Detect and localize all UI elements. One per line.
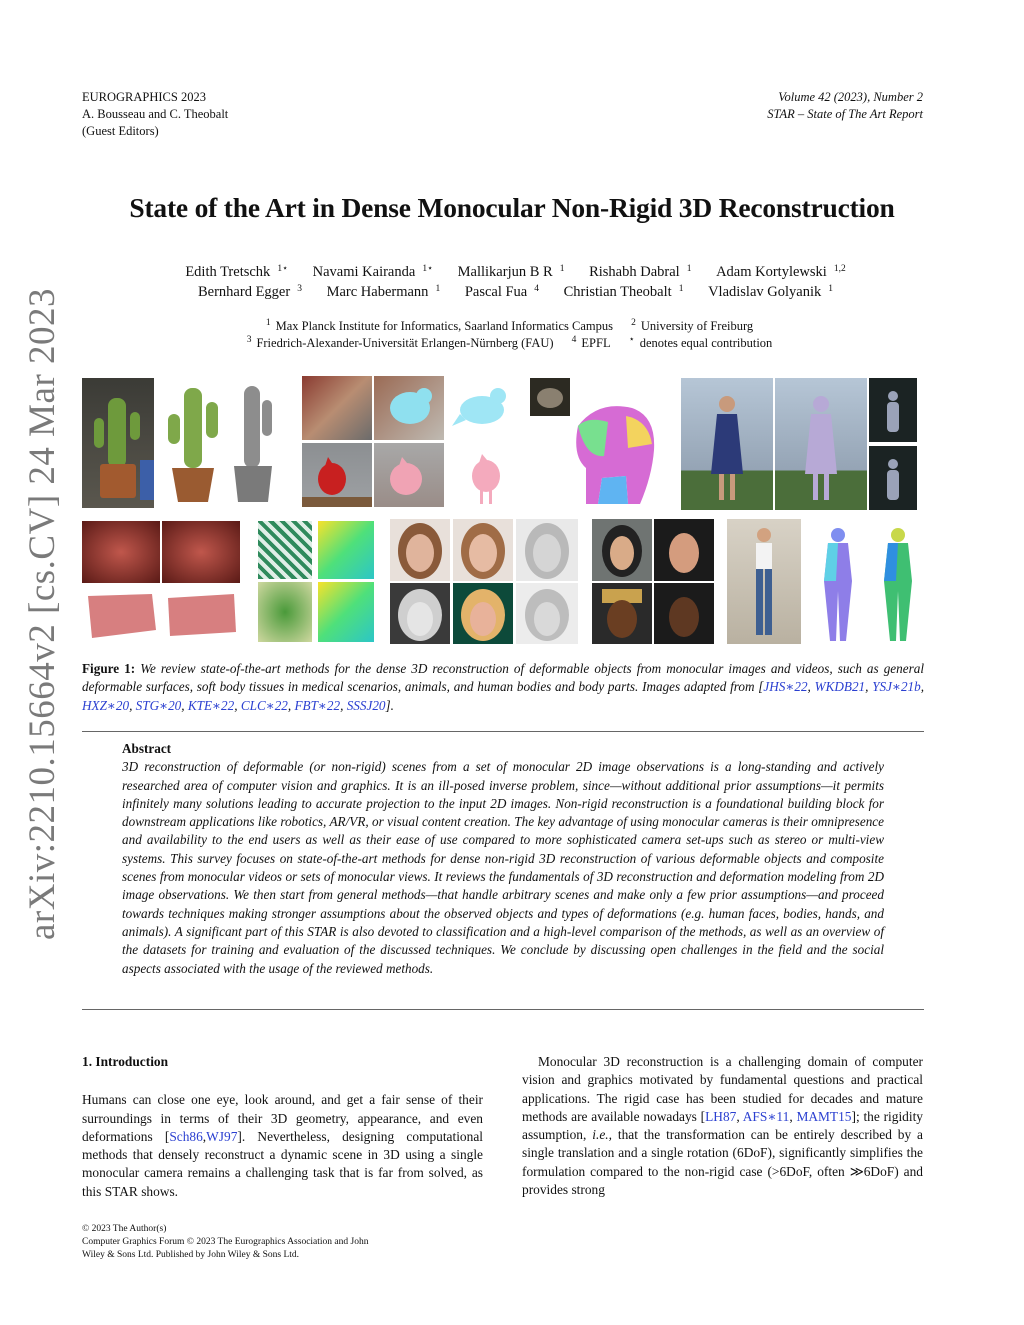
caption-text: We review state-of-the-art methods for the dense 3D reconstruction of deformable objects from monocular images and videos, such as general deformable surfaces, soft body tissues in medical scenarios, animals, and human bodies and body parts. Images adapted from [ bbox=[82, 661, 924, 695]
surgery-frame-2 bbox=[162, 521, 240, 583]
cloth-depth-1 bbox=[318, 521, 374, 579]
puffin-photo bbox=[302, 376, 372, 440]
citation-link[interactable]: CLC∗22 bbox=[240, 697, 288, 713]
cloth-depth-2 bbox=[318, 582, 374, 642]
citation-link[interactable]: SSSJ20 bbox=[346, 697, 386, 713]
author: Christian Theobalt $^1$ bbox=[563, 284, 684, 300]
report-type: STAR – State of The Art Report bbox=[767, 107, 923, 121]
affiliations bbox=[0, 318, 1024, 352]
paper-title: State of the Art in Dense Monocular Non-Rigid 3D Reconstruction bbox=[129, 192, 895, 223]
figure-caption: Figure 1: We review state-of-the-art methods for the dense 3D reconstruction of deformable objects from monocular images and videos, such as general deformable surfaces, soft body tissues in medical scenarios, animals, and human bodies and body parts. Images adapted from [JHS∗22, WKDB21, YSJ∗21b, HXZ∗20, STG∗20, KTE∗22, CLC∗22, FBT∗22, SSSJ20]. bbox=[82, 661, 925, 713]
elephant-mesh bbox=[568, 396, 662, 508]
abstract bbox=[122, 740, 884, 978]
elephant-photo bbox=[530, 378, 570, 416]
bird-mesh-cyan bbox=[452, 380, 516, 440]
copyright-line: Wiley & Sons Ltd. Published by John Wiley & Sons Ltd. bbox=[82, 1250, 300, 1260]
citation-link[interactable]: STG∗20 bbox=[135, 697, 182, 713]
copyright-line: © 2023 The Author(s) bbox=[82, 1224, 167, 1234]
bw-face-photo bbox=[390, 583, 450, 644]
affiliation: $^2$ University of Freiburg bbox=[631, 318, 754, 333]
cactus-geometry bbox=[228, 378, 278, 508]
cloth-photo-1 bbox=[258, 521, 312, 579]
tissue-mesh-1 bbox=[82, 586, 160, 644]
running-header-left bbox=[82, 89, 228, 140]
author: Adam Kortylewski $^{1,2}$ bbox=[716, 264, 846, 280]
abstract-text: 3D reconstruction of deformable (or non-rigid) scenes from a set of monocular 2D image observations is a long-standing and actively researched area of computer vision and graphics. It is an ill-posed inverse problem, since—without additional prior assumptions—it permits infinitely many solutions leading to accurate projection to the input 2D images. Non-rigid reconstruction is a foundational building block for downstream applications like robotics, AR/VR, or visual content creation. The key advantage of using monocular cameras is their omnipresence and availability to the end users as well as their ease of use compared to more sophisticated camera set-ups such as stereo or multi-view systems. This survey focuses on state-of-the-art methods for dense non-rigid 3D reconstruction of various deformable objects and composite scenes from monocular videos or sets of monocular views. It reviews the fundamentals of 3D reconstruction and deformation modeling from 2D image observations. We then start from general methods—that handle arbitrary scenes and make only a few prior assumptions—and proceed towards techniques making stronger assumptions about the observed objects and types of deformations (e.g. human faces, bodies, hands, and animals). A significant part of this STAR is also devoted to classification and a high-level comparison of the methods, as well as an overview of the datasets for training and evaluation of the discussed techniques. We conclude by discussing open challenges in the field and the social aspects associated with the usage of the reviewed methods. bbox=[122, 759, 884, 976]
bird-mesh-pink bbox=[462, 446, 512, 508]
citation-link[interactable]: WJ97 bbox=[206, 1128, 238, 1144]
affiliation: $^1$ Max Planck Institute for Informatics, Saarland Informatics Campus bbox=[265, 318, 614, 333]
abstract-heading: Abstract bbox=[122, 741, 172, 756]
citation-link[interactable]: YSJ∗21b bbox=[872, 679, 921, 695]
citation-link[interactable]: FBT∗22 bbox=[294, 697, 341, 713]
body-normal-map bbox=[808, 521, 868, 644]
affiliation: $^4$ EPFL bbox=[571, 335, 611, 350]
surgery-frame-1 bbox=[82, 521, 160, 583]
citation-link[interactable]: MAMT15 bbox=[796, 1108, 852, 1124]
author-list bbox=[0, 262, 1024, 302]
copyright-line: Computer Graphics Forum © 2023 The Eurographics Association and John bbox=[82, 1237, 369, 1247]
author: Vladislav Golyanik $^1$ bbox=[708, 284, 833, 300]
copyright-footer bbox=[82, 1223, 368, 1262]
author: Rishabh Dabral $^1$ bbox=[589, 264, 692, 280]
running-header-right bbox=[767, 89, 923, 123]
citation-link[interactable]: LH87 bbox=[705, 1108, 737, 1124]
citation-link[interactable]: KTE∗22 bbox=[187, 697, 235, 713]
cloth-photo-2 bbox=[258, 582, 312, 642]
face-photo bbox=[390, 519, 450, 581]
introduction-left-column bbox=[82, 1053, 483, 1201]
night-person-1 bbox=[869, 378, 917, 442]
cardinal-photo bbox=[302, 443, 372, 507]
citation-link[interactable]: JHS∗22 bbox=[763, 679, 808, 695]
figure-label: Figure 1: bbox=[82, 661, 136, 676]
author: Bernhard Egger $^3$ bbox=[198, 284, 302, 300]
woman-face-render bbox=[654, 519, 714, 581]
abstract-bottom-rule bbox=[82, 1009, 924, 1010]
night-person-2 bbox=[869, 446, 917, 510]
guest-editors: A. Bousseau and C. Theobalt bbox=[82, 107, 229, 121]
abstract-top-rule bbox=[82, 731, 924, 732]
guest-editors-label: (Guest Editors) bbox=[82, 124, 159, 138]
citation-link[interactable]: AFS∗11 bbox=[742, 1108, 790, 1124]
affiliation: $^3$ Friedrich-Alexander-Universität Erlangen-Nürnberg (FAU) bbox=[246, 335, 554, 350]
introduction-right-column bbox=[522, 1053, 923, 1199]
body-color-map bbox=[872, 521, 924, 644]
dress-person-photo bbox=[681, 378, 773, 510]
volume-info: Volume 42 (2023), Number 2 bbox=[778, 90, 923, 104]
color-face-render bbox=[453, 583, 513, 644]
face-render bbox=[453, 519, 513, 581]
standing-person-photo bbox=[727, 519, 801, 644]
author: Pascal Fua $^4$ bbox=[464, 284, 539, 300]
cardinal-overlay bbox=[374, 443, 444, 507]
dress-person-mesh bbox=[775, 378, 867, 510]
man-face-render bbox=[654, 583, 714, 644]
bird-overlay bbox=[374, 376, 444, 440]
author: Marc Habermann $^1$ bbox=[326, 284, 441, 300]
tissue-mesh-2 bbox=[162, 586, 240, 644]
cactus-photo bbox=[82, 378, 154, 508]
man-face-photo bbox=[592, 583, 652, 644]
cactus-reconstruction bbox=[158, 378, 228, 508]
paragraph: Monocular 3D reconstruction is a challenging domain of computer vision and graphics motivated by fundamental questions and practical applications. The rigid case has been studied for decades and mature methods are available nowadays [LH87, AFS∗11, MAMT15]; the rigidity assumption, i.e., that the transformation can be entirely described by a single translation and a single rotation (6DoF), significantly simplifies the formulation compared to the non-rigid case (>6DoF, often ≫6DoF) and provides strong bbox=[522, 1054, 923, 1198]
citation-link[interactable]: Sch86 bbox=[169, 1128, 203, 1144]
face-geometry bbox=[516, 519, 578, 581]
bw-face-geometry bbox=[516, 583, 578, 644]
author: Navami Kairanda $^{1⋆}$ bbox=[312, 264, 434, 280]
citation-link[interactable]: WKDB21 bbox=[814, 679, 866, 695]
affiliation: ⋆ denotes equal contribution bbox=[628, 335, 773, 350]
conference-name: EUROGRAPHICS 2023 bbox=[82, 90, 206, 104]
woman-face-photo bbox=[592, 519, 652, 581]
author: Mallikarjun B R $^1$ bbox=[457, 264, 565, 280]
teaser-figure bbox=[82, 376, 924, 644]
citation-link[interactable]: HXZ∗20 bbox=[82, 697, 130, 713]
author: Edith Tretschk $^{1⋆}$ bbox=[185, 264, 289, 280]
paragraph: Humans can close one eye, look around, and get a fair sense of their surroundings in terms of their 3D geometry, appearance, and even deformations [Sch86,WJ97]. Nevertheless, designing computational methods that densely reconstruct a dynamic scene in 3D using a single monocular camera remains a challenging task that is far from solved, as this STAR shows. bbox=[82, 1092, 483, 1199]
arxiv-identifier: arXiv:2210.15664v2 [cs.CV] 24 Mar 2023 bbox=[22, 287, 63, 940]
section-heading: 1. Introduction bbox=[82, 1054, 169, 1069]
